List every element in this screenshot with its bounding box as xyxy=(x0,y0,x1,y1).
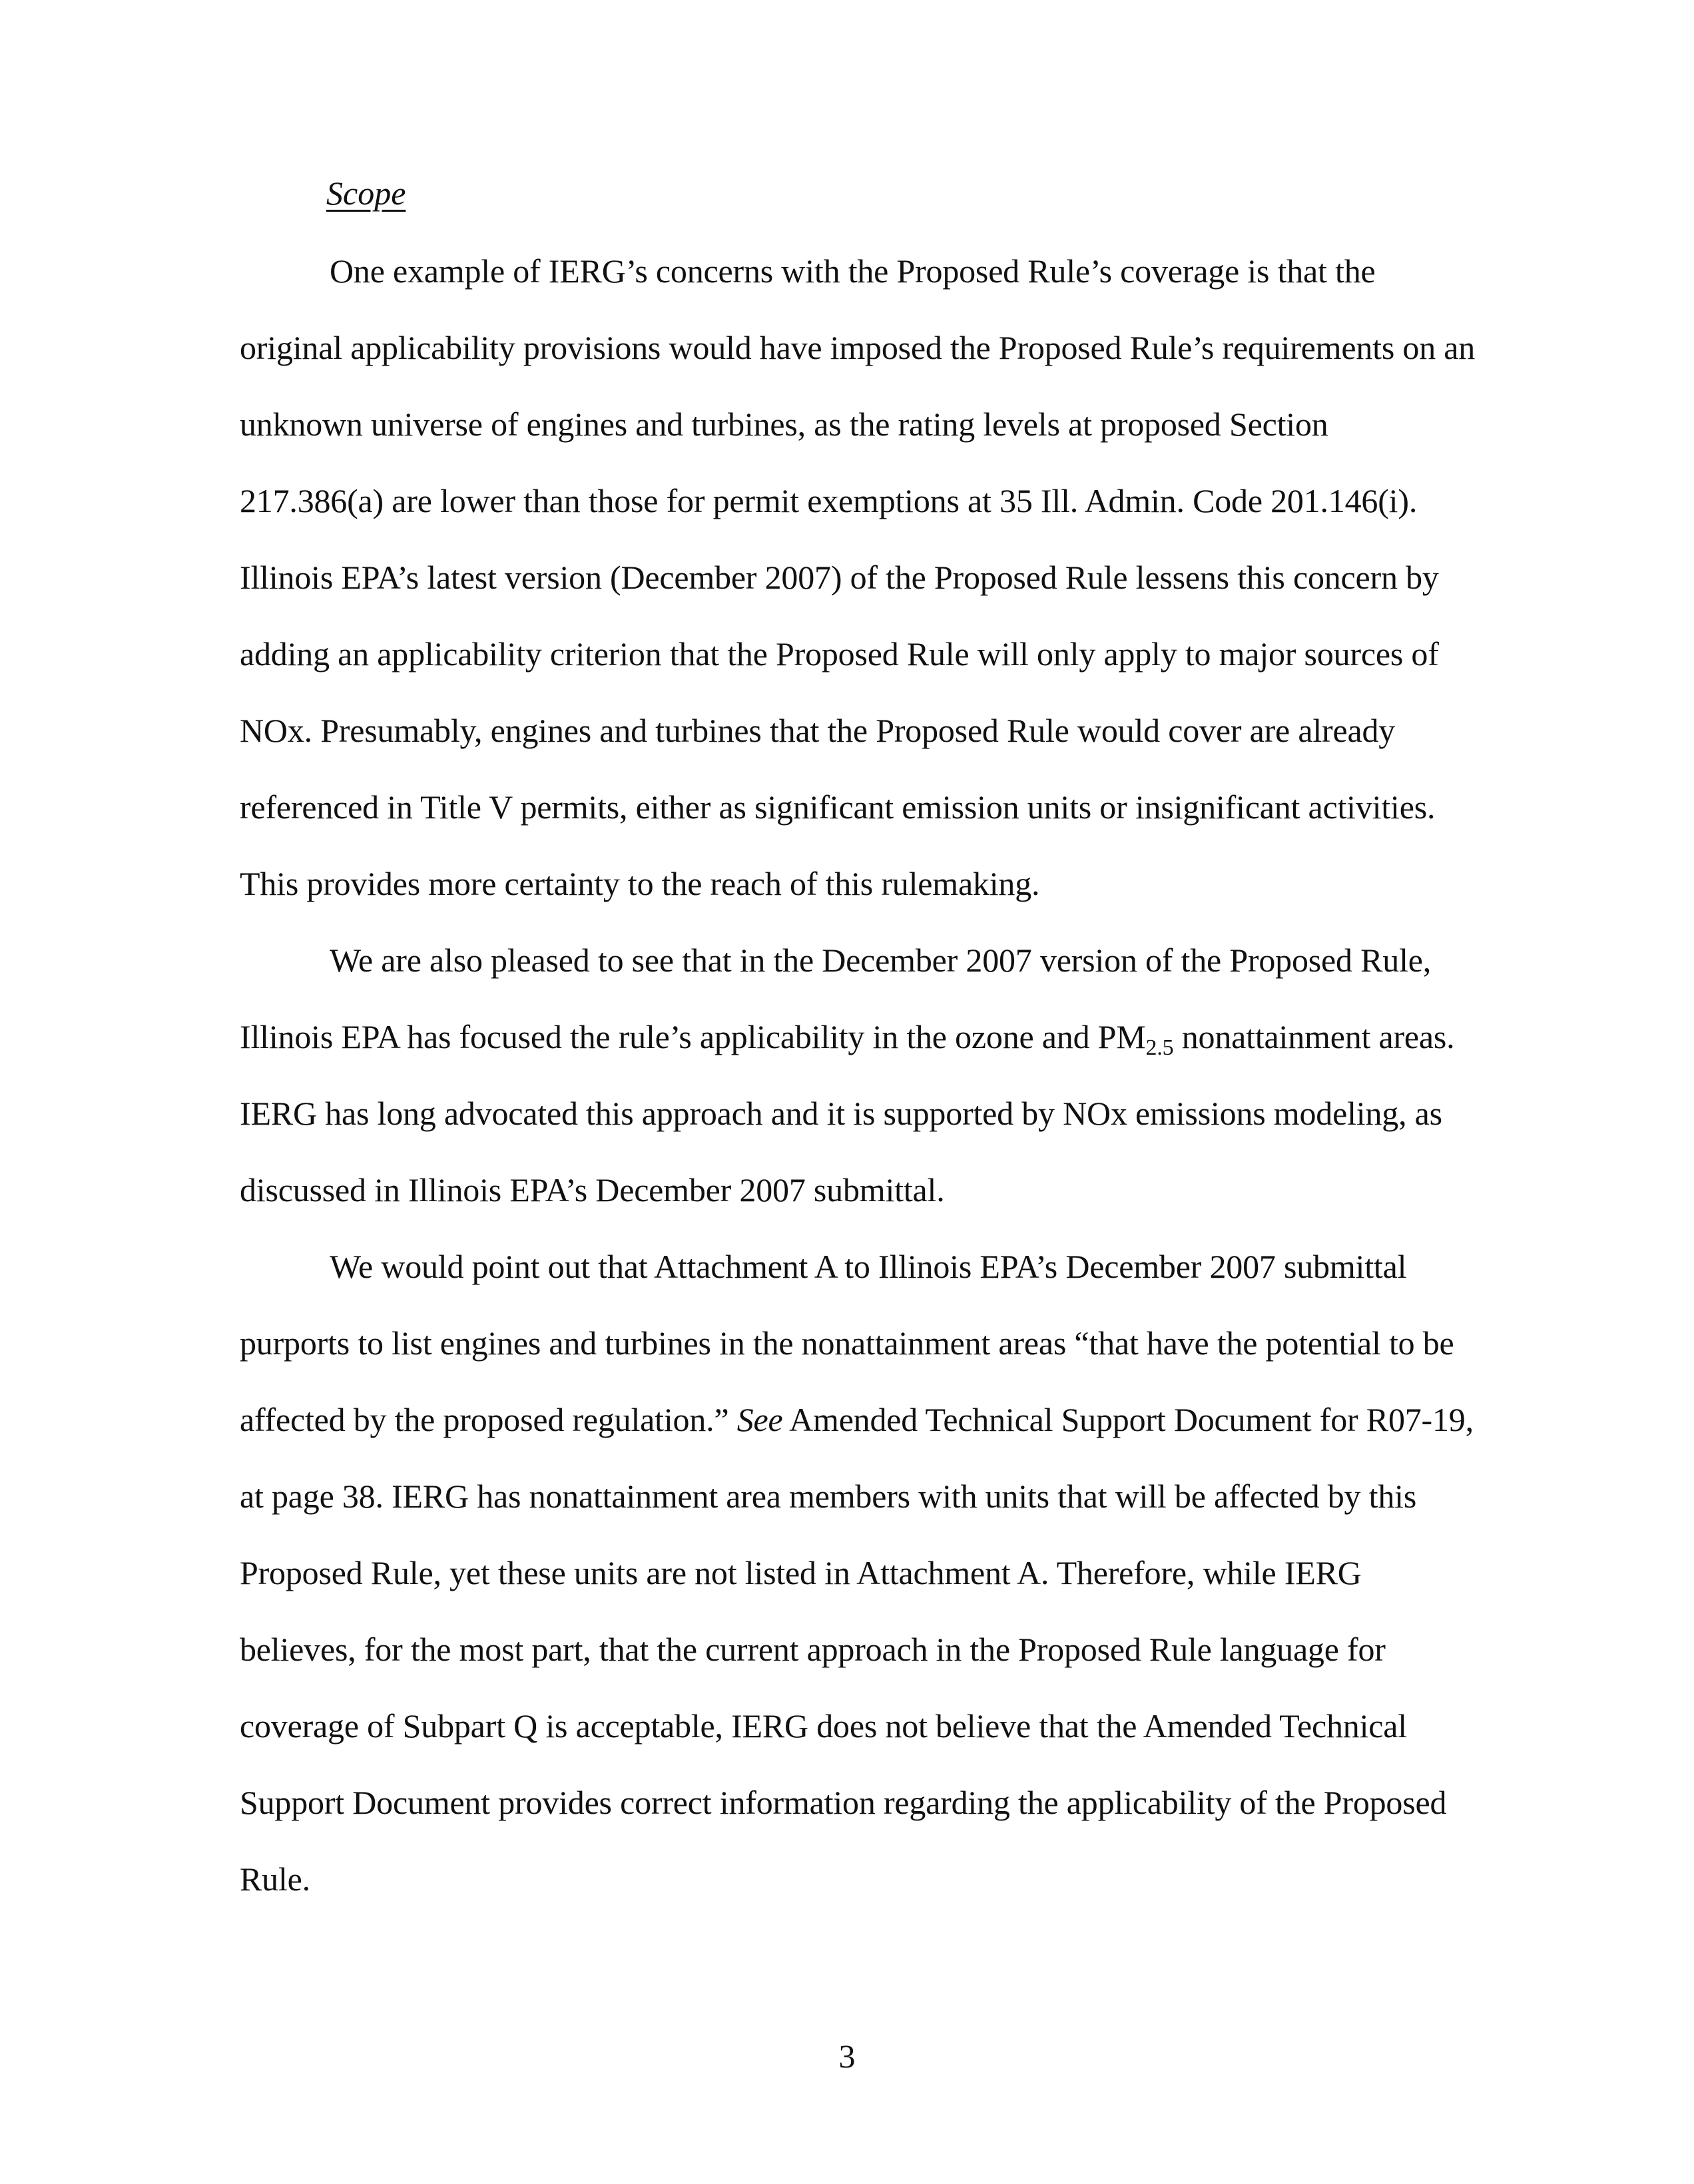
paragraph-3-text-before: We would point out that Attachment A to Illinois EPA’s December 2007 submittal purports to list engines and turbines in the nonattainment areas “that have the potential to be affected by the proposed regulation.” xyxy=(240,1248,1454,1438)
paragraph-1 xyxy=(240,233,1478,922)
paragraph-2-text-before: We are also pleased to see that in the December 2007 version of the Proposed Rule, Illinois EPA has focused the rule’s applicability in the ozone and PM xyxy=(240,942,1432,1055)
see-citation-signal: See xyxy=(736,1401,783,1438)
paragraph-2 xyxy=(240,922,1478,1228)
section-heading: Scope xyxy=(326,174,406,212)
paragraph-3 xyxy=(240,1228,1478,1918)
page-number: 3 xyxy=(838,2038,856,2075)
paragraph-1-text: One example of IERG’s concerns with the Proposed Rule’s coverage is that the original applicability provisions would have imposed the Proposed Rule’s requirements on an unknown universe of engines and turbines, as the rating levels at proposed Section 217.386(a) are lower than those for permit exemptions at 35 Ill. Admin. Code 201.146(i). Illinois EPA’s latest version (December 2007) of the Proposed Rule lessens this concern by adding an applicability criterion that the Proposed Rule will only apply to major sources of NOx. Presumably, engines and turbines that the Proposed Rule would cover are already referenced in Title V permits, either as significant emission units or insignificant activities. This provides more certainty to the reach of this rulemaking. xyxy=(240,252,1476,902)
paragraph-2-text-after: nonattainment areas. IERG has long advocated this approach and it is supported by NOx emissions modeling, as discussed in Illinois EPA’s December 2007 submittal. xyxy=(240,1018,1455,1209)
paragraph-3-text-after: Amended Technical Support Document for R07-19, at page 38. IERG has nonattainment area members with units that will be affected by this Proposed Rule, yet these units are not listed in Attachment A. Therefore, while IERG believes, for the most part, that the current approach in the Proposed Rule language for coverage of Subpart Q is acceptable, IERG does not believe that the Amended Technical Support Document provides correct information regarding the applicability of the Proposed Rule. xyxy=(240,1401,1474,1898)
document-page xyxy=(240,173,1478,1918)
pm-subscript: 2.5 xyxy=(1145,1035,1174,1060)
